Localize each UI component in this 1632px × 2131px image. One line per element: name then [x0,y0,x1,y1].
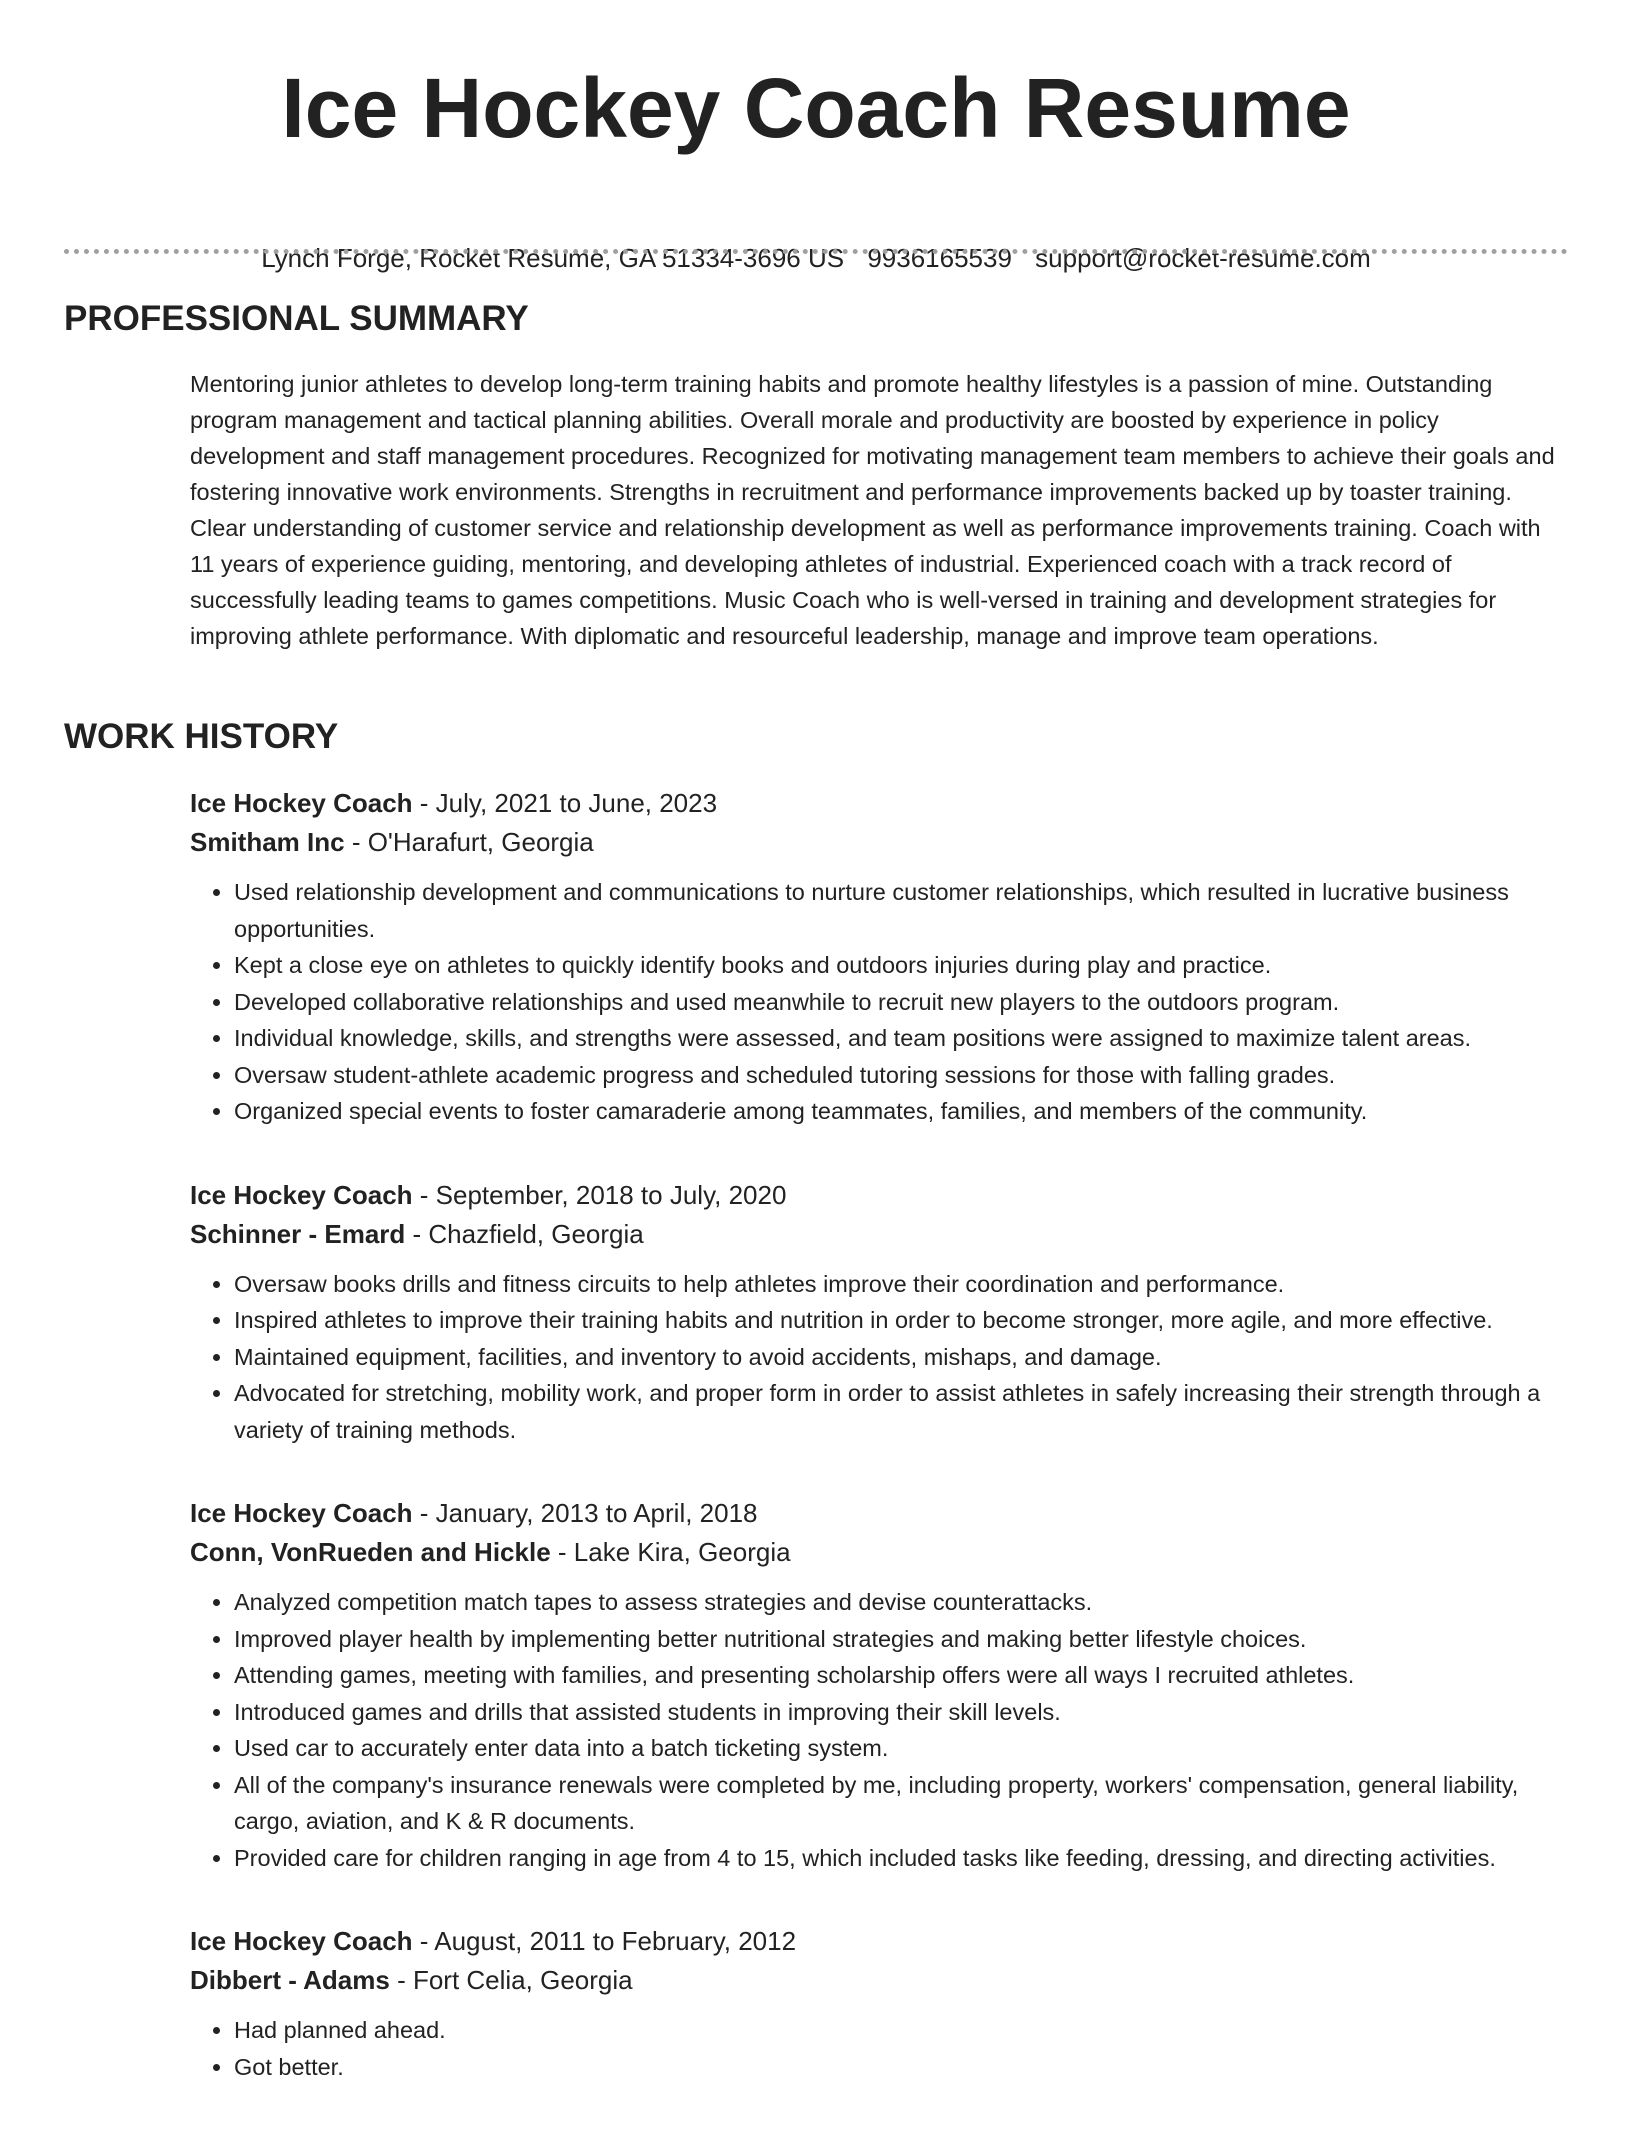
job-bullet: • All of the company's insurance renewals were completed by me, including property, workers' compensation, general liability, cargo, aviation, and K & R documents. [234,1767,1580,1840]
work-history-heading: WORK HISTORY [64,717,339,756]
job-location: - O'Harafurt, Georgia [344,827,594,857]
job-dates: - August, 2011 to February, 2012 [412,1926,797,1956]
contact-address: Lynch Forge, Rocket Resume, GA 51334-3696 US [261,243,845,273]
job-bullet: • Developed collaborative relationships and used meanwhile to recruit new players to the outdoors program. [234,984,1580,1021]
job-company-line [190,1215,1580,1254]
job-location: - Fort Celia, Georgia [389,1965,633,1995]
header-divider [64,249,1568,254]
job-bullet: • Inspired athletes to improve their training habits and nutrition in order to become stronger, more agile, and more effective. [234,1302,1580,1339]
job-company: Schinner - Emard [190,1218,406,1249]
job-bullet: • Organized special events to foster camaraderie among teammates, families, and members of the community. [234,1093,1580,1130]
job-role: Ice Hockey Coach [190,788,413,818]
job-bullet: • Analyzed competition match tapes to assess strategies and devise counterattacks. [234,1584,1580,1621]
job-company-line [190,823,1580,862]
job-bullet: • Oversaw books drills and fitness circuits to help athletes improve their coordination and performance. [234,1266,1580,1303]
job-company: Dibbert - Adams [190,1965,390,1995]
job-title-line [190,1922,1580,1961]
job-bullet: • Got better. [234,2049,1580,2086]
job-bullet: • Kept a close eye on athletes to quickly identify books and outdoors injuries during play and practice. [234,947,1580,984]
job-company-line [190,1533,1580,1572]
summary-text: Mentoring junior athletes to develop long-term training habits and promote healthy lifestyles is a passion of mine. Outstanding program management and tactical planning abilities. Overall morale and productivity are boosted by experience in policy development and staff management procedures. Recognized for motivating management team members to achieve their goals and fostering innovative work environments. Strengths in recruitment and performance improvements backed up by toaster training. Clear understanding of customer service and relationship development as well as performance improvements training. Coach with 11 years of experience guiding, mentoring, and developing athletes of industrial. Experienced coach with a track record of successfully leading teams to games competitions. Music Coach who is well-versed in training and development strategies for improving athlete performance. With diplomatic and resourceful leadership, manage and improve team operations. [190,371,1555,649]
job-bullet: • Improved player health by implementing better nutritional strategies and making better lifestyle choices. [234,1621,1580,1658]
job-bullet: • Introduced games and drills that assisted students in improving their skill levels. [234,1694,1580,1731]
job-location: - Chazfield, Georgia [405,1218,644,1249]
job-location: - Lake Kira, Georgia [550,1537,791,1567]
job-bullet: • Individual knowledge, skills, and strengths were assessed, and team positions were assigned to maximize talent areas. [234,1020,1580,1057]
job-bullet: • Provided care for children ranging in age from 4 to 15, which included tasks like feeding, dressing, and directing activities. [234,1840,1580,1877]
job-title-line [190,784,1580,823]
job-bullet: • Used relationship development and communications to nurture customer relationships, which resulted in lucrative business opportunities. [234,874,1580,947]
job-dates: - July, 2021 to June, 2023 [412,788,718,818]
job-bullets [190,2012,1580,2085]
job-title-line [190,1494,1580,1533]
job-bullet: • Used car to accurately enter data into a batch ticketing system. [234,1730,1580,1767]
job-entry [190,784,1580,1130]
job-title-line [190,1176,1580,1215]
job-role: Ice Hockey Coach [190,1179,413,1210]
job-dates: - January, 2013 to April, 2018 [412,1498,758,1528]
resume-title: Ice Hockey Coach Resume [281,61,1351,155]
contact-line [0,242,1632,274]
summary-heading: PROFESSIONAL SUMMARY [64,299,529,338]
job-bullets [190,1584,1580,1876]
contact-email: support@rocket-resume.com [1035,243,1371,273]
job-bullets [190,874,1580,1130]
job-company: Conn, VonRueden and Hickle [190,1537,551,1567]
job-dates: - September, 2018 to July, 2020 [412,1179,787,1210]
job-role: Ice Hockey Coach [190,1926,413,1956]
job-bullet: • Oversaw student-athlete academic progress and scheduled tutoring sessions for those with falling grades. [234,1057,1580,1094]
job-bullet: • Attending games, meeting with families, and presenting scholarship offers were all ways I recruited athletes. [234,1657,1580,1694]
job-company: Smitham Inc [190,827,345,857]
job-bullet: • Had planned ahead. [234,2012,1580,2049]
job-entry [190,1922,1580,2085]
job-entry [190,1494,1580,1876]
job-bullet: • Maintained equipment, facilities, and inventory to avoid accidents, mishaps, and damage. [234,1339,1580,1376]
job-company-line [190,1961,1580,2000]
job-role: Ice Hockey Coach [190,1498,413,1528]
job-entry [190,1176,1580,1449]
work-history-list [190,784,1580,2131]
contact-phone: 9936165539 [867,243,1012,273]
job-bullets [190,1266,1580,1449]
job-bullet: • Advocated for stretching, mobility work, and proper form in order to assist athletes in safely increasing their strength through a variety of training methods. [234,1375,1580,1448]
